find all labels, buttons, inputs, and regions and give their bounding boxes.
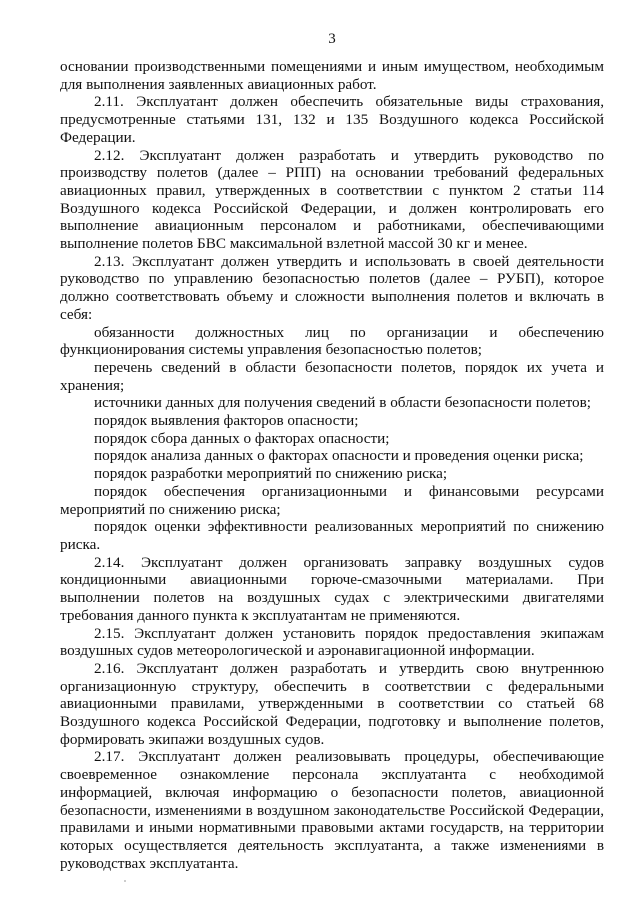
list-item-effectiveness: порядок оценки эффективности реализованных мероприятий по снижению риска.: [60, 518, 604, 553]
paragraph-2-14: 2.14. Эксплуатант должен организовать заправку воздушных судов кондиционными авиационными горюче-смазочными материалами. При выполнении полетов на воздушных судах с электрическими двигателями требования данного пункта к эксплуатантам не применяются.: [60, 553, 604, 624]
page-number: 3: [328, 31, 336, 47]
document-body: [60, 58, 604, 872]
list-item-data-sources: источники данных для получения сведений в области безопасности полетов;: [94, 394, 591, 412]
paragraph-2-11: 2.11. Эксплуатант должен обеспечить обязательные виды страхования, предусмотренные статьями 131, 132 и 135 Воздушного кодекса Российской Федерации.: [60, 93, 604, 146]
list-item-duties: обязанности должностных лиц по организации и обеспечению функционирования системы управления безопасностью полетов;: [60, 323, 604, 359]
scan-speck: [124, 880, 126, 882]
paragraph-2-15: 2.15. Эксплуатант должен установить порядок предоставления экипажам воздушных судов метеорологической и аэронавигационной информации.: [60, 624, 604, 660]
paragraph-2-13: 2.13. Эксплуатант должен утвердить и использовать в своей деятельности руководство по управлению безопасностью полетов (далее – РУБП), которое должно соответствовать объему и сложности выполнения полетов и включать в себя:: [60, 252, 604, 323]
list-item-info-list: перечень сведений в области безопасности полетов, порядок их учета и хранения;: [60, 358, 604, 394]
paragraph-continuation: основании производственными помещениями и иным имуществом, необходимым для выполнения заявленных авиационных работ.: [60, 58, 604, 93]
paragraph-2-12: 2.12. Эксплуатант должен разработать и утвердить руководство по производству полетов (далее – РПП) на основании требований федеральных авиационных правил, утвержденных в соответствии с пунктом 2 статьи 114 Воздушного кодекса Российской Федерации, и должен контролировать его выполнение авиационным персоналом и работниками, обеспечивающими выполнение полетов БВС максимальной взлетной массой 30 кг и менее.: [60, 146, 604, 253]
list-item-hazard-analysis: порядок анализа данных о факторах опасности и проведения оценки риска;: [94, 447, 584, 465]
paragraph-2-17: 2.17. Эксплуатант должен реализовывать процедуры, обеспечивающие своевременное ознакомление персонала эксплуатанта с необходимой информацией, включая информацию о безопасности полетов, авиационной безопасности, изменениями в воздушном законодательстве Российской Федерации, правилами и иными нормативными правовыми актами государств, на территории которых осуществляется деятельность эксплуатанта, а также изменениями в руководствах эксплуатанта.: [60, 748, 604, 872]
list-item-risk-measures: порядок разработки мероприятий по снижению риска;: [94, 465, 448, 483]
paragraph-2-16: 2.16. Эксплуатант должен разработать и утвердить свою внутреннюю организационную структуру, обеспечить в соответствии с федеральными авиационными правилами, утвержденными в соответствии со статьей 68 Воздушного кодекса Российской Федерации, подготовку и выполнение полетов, формировать экипажи воздушных судов.: [60, 659, 604, 748]
list-item-resources: порядок обеспечения организационными и финансовыми ресурсами мероприятий по снижению риска;: [60, 482, 604, 518]
list-item-hazard-identification: порядок выявления факторов опасности;: [94, 412, 359, 430]
list-item-hazard-data-collection: порядок сбора данных о факторах опасности;: [94, 429, 390, 447]
